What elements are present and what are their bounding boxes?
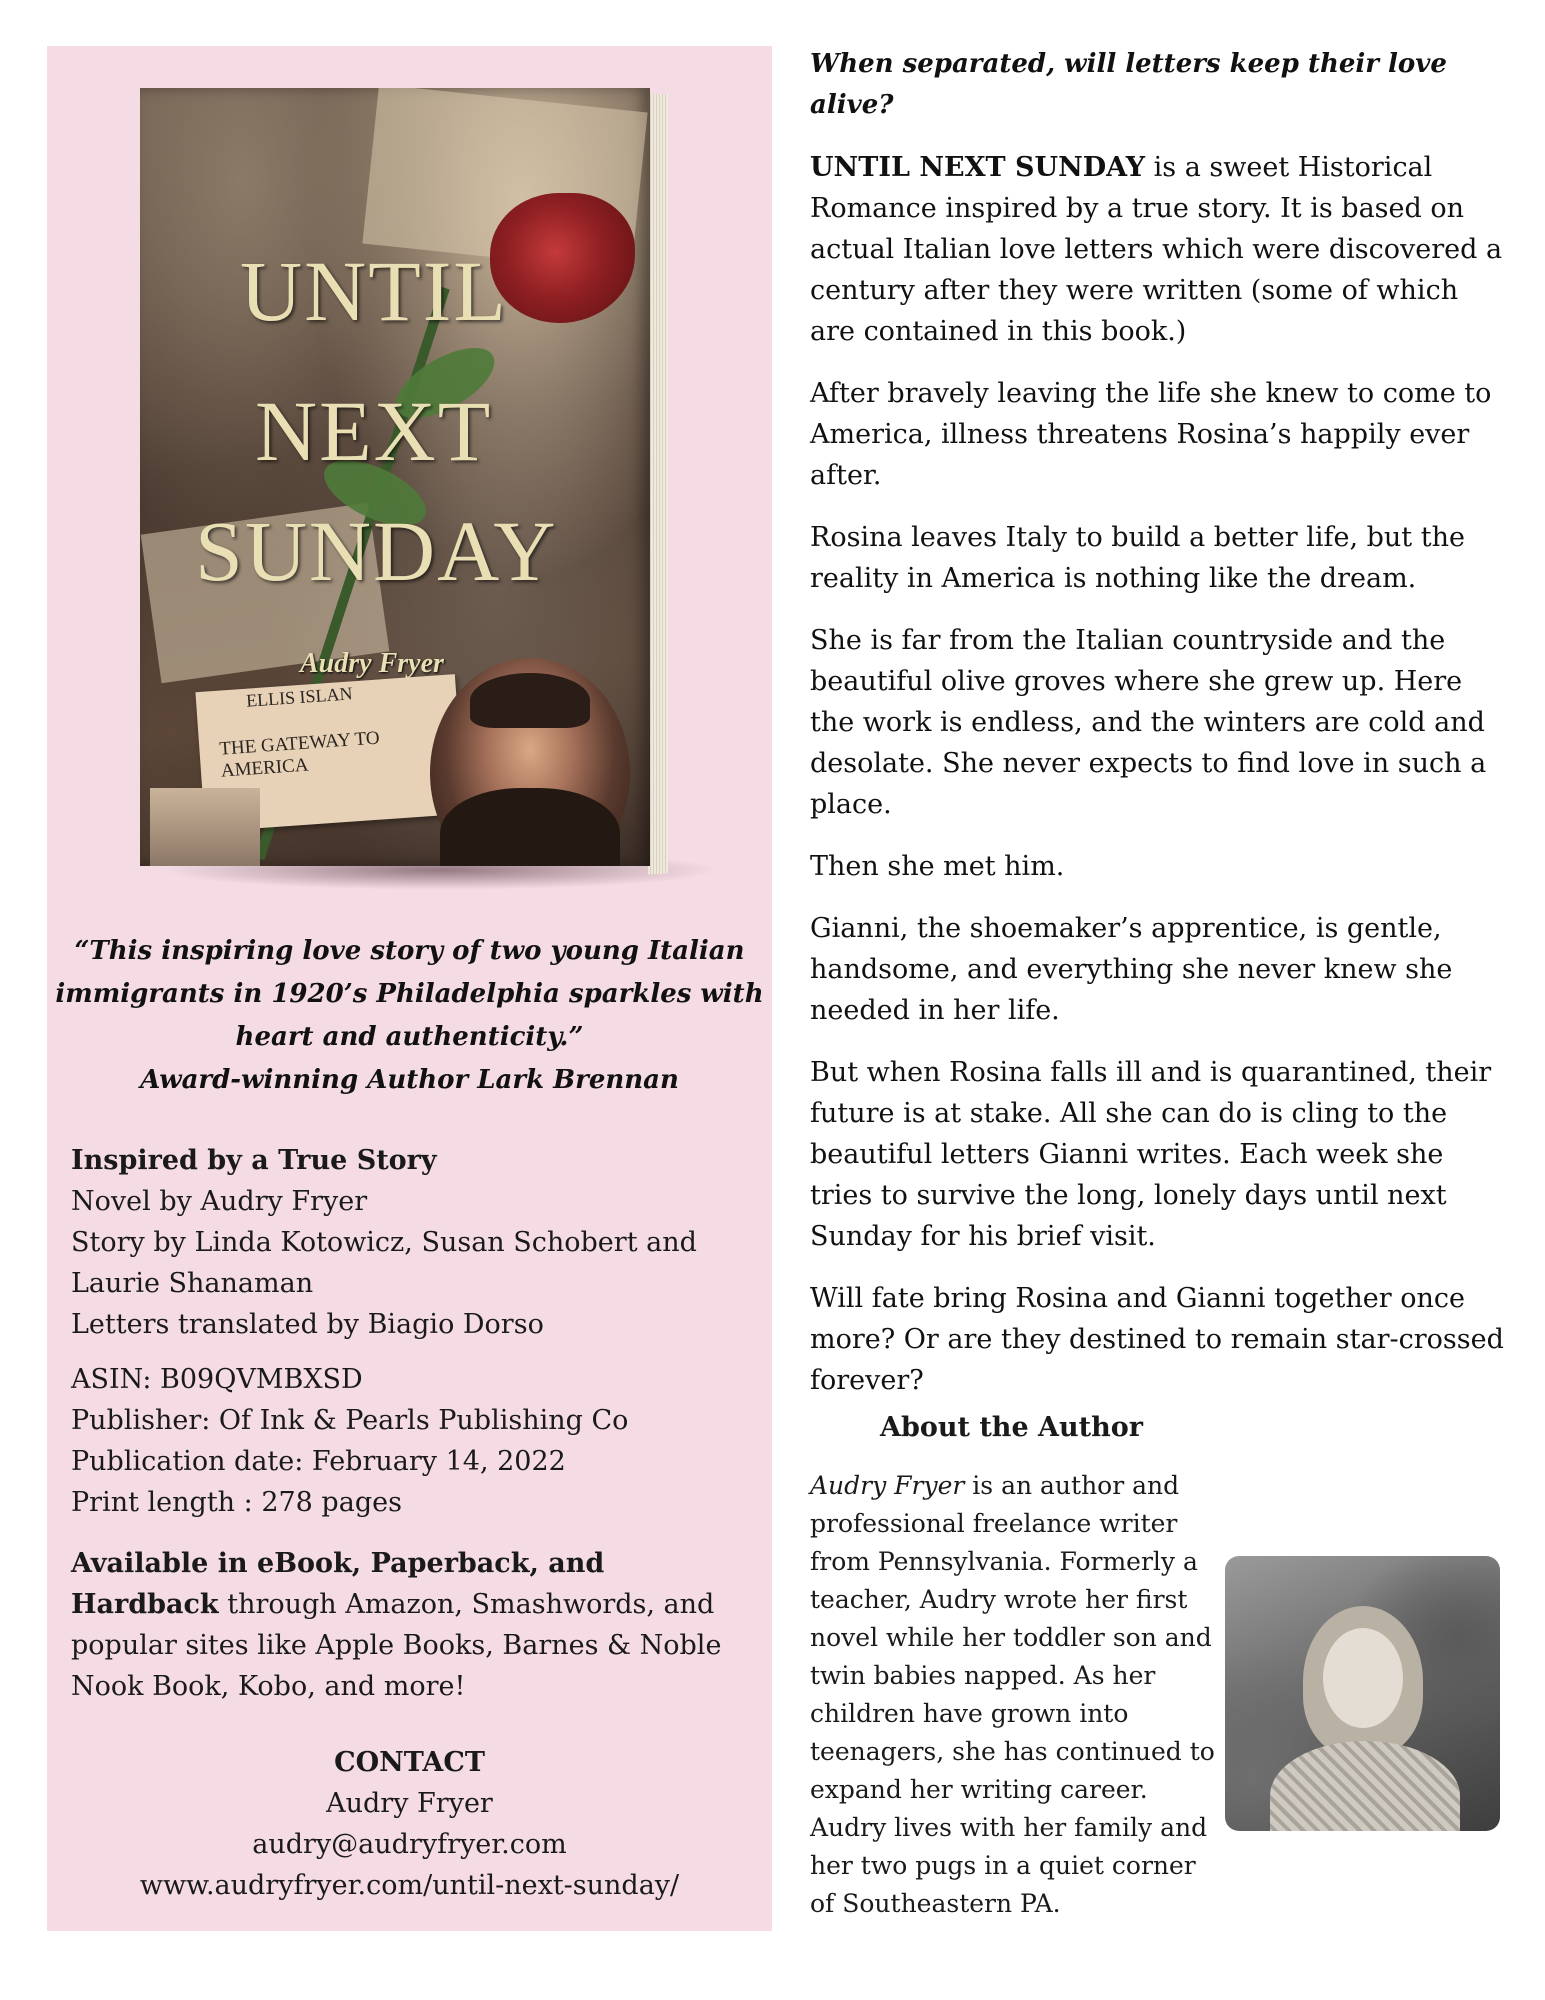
cover-ellis-label: ELLIS ISLAN [245,683,354,711]
about-author-name: Audry Fryer [810,1471,965,1500]
availability-text: through Amazon, Smashwords, and popular sites like Apple Books, Barnes & Noble Nook Book, Kobo, and more! [71,1589,722,1702]
intro-title: UNTIL NEXT SUNDAY [810,152,1146,183]
author-photo [1225,1556,1500,1831]
about-heading: About the Author [880,1412,1143,1443]
description-paragraph: She is far from the Italian countryside and the beautiful olive groves where she grew up. Here the work is endless, and the winters are cold and desolate. She never expects to find love in such a place. [810,625,1487,820]
description-paragraph: But when Rosina falls ill and is quarantined, their future is at stake. All she can do is cling to the beautiful letters Gianni writes. Each week she tries to survive the long, lonely days until next Sunday for his brief visit. [810,1057,1492,1252]
detail-asin: ASIN: B09QVMBXSD [71,1364,363,1395]
book-description [810,44,1510,1422]
contact-block [47,1742,772,1906]
cover-title-line: SUNDAY [195,503,558,599]
cover-gateway-label: THE GATEWAY TO AMERICA [218,727,381,782]
credits-heading: Inspired by a True Story [71,1145,437,1176]
detail-publication-date: Publication date: February 14, 2022 [71,1446,566,1477]
credits-line: Story by Linda Kotowicz, Susan Schobert and Laurie Shanaman [71,1227,697,1299]
author-photo-face [1323,1628,1403,1728]
about-bio [810,1467,1215,1923]
quote-attribution: Award-winning Author Lark Brennan [140,1065,679,1095]
contact-heading: CONTACT [334,1747,485,1778]
intro-text: is a sweet Historical Romance inspired by a true story. It is based on actual Italian love letters which were discovered a century after they were written (some of which are contained in this book.) [810,152,1503,347]
description-paragraph: After bravely leaving the life she knew to come to America, illness threatens Rosina’s happily ever after. [810,378,1492,491]
about-bio-text: is an author and professional freelance writer from Pennsylvania. Formerly a teacher, Audry wrote her first novel while her toddler son and twin babies napped. As her children have grown into teenagers, she has continued to expand her writing career. Audry lives with her family and her two pugs in a quiet corner of Southeastern PA. [810,1471,1215,1918]
contact-name: Audry Fryer [326,1788,493,1819]
description-intro [810,147,1510,352]
portrait-suit [440,788,620,866]
book-pages [648,94,668,875]
cover-author: Audry Fryer [300,648,444,679]
book-credits [71,1140,761,1707]
cover-title-line: NEXT [255,383,493,479]
quote-text: “This inspiring love story of two young Italian immigrants in 1920’s Philadelphia sparkles with heart and authenticity.” [55,936,764,1052]
review-quote [47,930,772,1102]
portrait-hair [470,673,590,728]
availability-heading: Available in eBook, Paperback, and Hardback [71,1548,605,1620]
book-front [140,88,650,866]
description-paragraph: Gianni, the shoemaker’s apprentice, is gentle, handsome, and everything she never knew she needed in her life. [810,913,1453,1026]
tagline: When separated, will letters keep their love alive? [810,49,1447,120]
description-paragraph: Will fate bring Rosina and Gianni together once more? Or are they destined to remain star-crossed forever? [810,1283,1504,1396]
book-cover-image [140,80,660,880]
description-paragraph: Then she met him. [810,851,1065,882]
statue-of-liberty-photo [150,788,260,866]
detail-print-length: Print length : 278 pages [71,1487,402,1518]
contact-email[interactable]: audry@audryfryer.com [252,1829,567,1860]
availability [71,1543,761,1707]
credits-line: Novel by Audry Fryer [71,1186,368,1217]
contact-url[interactable]: www.audryfryer.com/until-next-sunday/ [139,1870,680,1901]
detail-publisher: Publisher: Of Ink & Pearls Publishing Co [71,1405,629,1436]
description-paragraph: Rosina leaves Italy to build a better life, but the reality in America is nothing like the dream. [810,522,1465,594]
credits-line: Letters translated by Biagio Dorso [71,1309,544,1340]
author-photo-sweater [1270,1741,1460,1831]
cover-title-line: UNTIL [240,243,508,339]
